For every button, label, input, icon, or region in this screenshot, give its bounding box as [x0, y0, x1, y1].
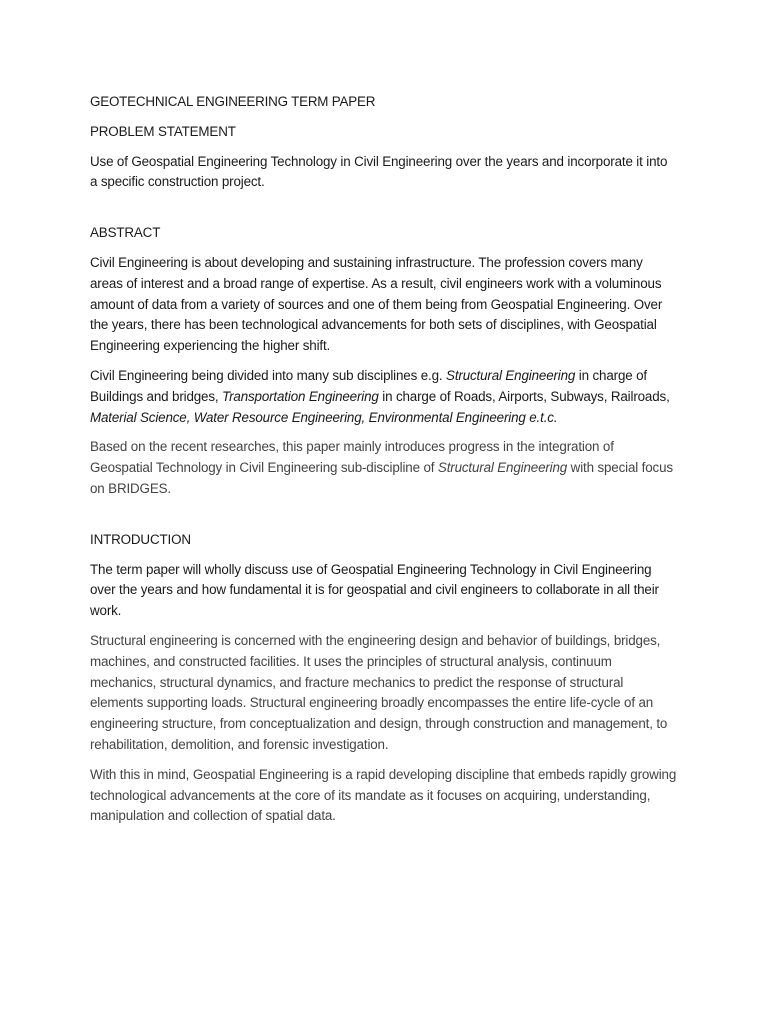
abstract-paragraph-3: [90, 437, 678, 499]
problem-statement-text: Use of Geospatial Engineering Technology in Civil Engineering over the years and incorporate it into a specific construction project.: [90, 153, 668, 190]
abstract-p2-italic: Material Science, Water Resource Engineering, Environmental Engineering e.t.c.: [90, 409, 558, 425]
abstract-paragraph-2: [90, 366, 678, 428]
abstract-p2-text: Civil Engineering being divided into many sub disciplines e.g.: [90, 367, 447, 383]
abstract-p2-italic: Structural Engineering: [446, 367, 576, 383]
abstract-p3-text: Based on the recent researches, this paper mainly introduces progress in the integration of Geospatial Technology in Civil Engineering sub-discipline of: [90, 439, 614, 476]
abstract-paragraph-1: Civil Engineering is about developing and sustaining infrastructure. The profession covers many areas of interest and a broad range of expertise. As a result, civil engineers work with a voluminous amount of data from a variety of sources and one of them being from Geospatial Engineering. Over the years, there has been technological advancements for both sets of disciplines, with Geospatial Engineering experiencing the higher shift.: [90, 254, 663, 354]
abstract-p2-text: in charge of Roads, Airports, Subways, Railroads,: [378, 388, 670, 404]
document-title: GEOTECHNICAL ENGINEERING TERM PAPER: [90, 94, 376, 109]
document-body: [90, 92, 678, 836]
abstract-p3-text: with special focus on BRIDGES.: [90, 460, 673, 496]
section-spacer: [90, 509, 678, 530]
abstract-p2-italic: Transportation Engineering: [222, 388, 379, 404]
abstract-p2-text: in charge of Buildings and bridges,: [90, 367, 647, 404]
problem-statement-heading: PROBLEM STATEMENT: [90, 123, 236, 139]
introduction-paragraph-3: With this in mind, Geospatial Engineering is a rapid developing discipline that embeds rapidly growing technological advancements at the core of its mandate as it focuses on acquiring, understanding, manipulation and collection of spatial data.: [90, 766, 677, 824]
abstract-heading: ABSTRACT: [90, 225, 161, 241]
introduction-heading: INTRODUCTION: [90, 531, 191, 547]
abstract-p3-italic: Structural Engineering: [437, 460, 568, 476]
introduction-paragraph-1: The term paper will wholly discuss use of Geospatial Engineering Technology in Civil Engineering over the years and how fundamental it is for geospatial and civil engineers to collaborate in all their work.: [90, 561, 659, 619]
introduction-paragraph-2: Structural engineering is concerned with the engineering design and behavior of buildings, bridges, machines, and constructed facilities. It uses the principles of structural analysis, continuum mechanics, structural dynamics, and fracture mechanics to predict the response of structural elements supporting loads. Structural engineering broadly encompasses the entire life-cycle of an engineering structure, from conceptualization and design, through construction and management, to rehabilitation, demolition, and forensic investigation.: [90, 632, 668, 752]
section-spacer: [90, 202, 678, 223]
